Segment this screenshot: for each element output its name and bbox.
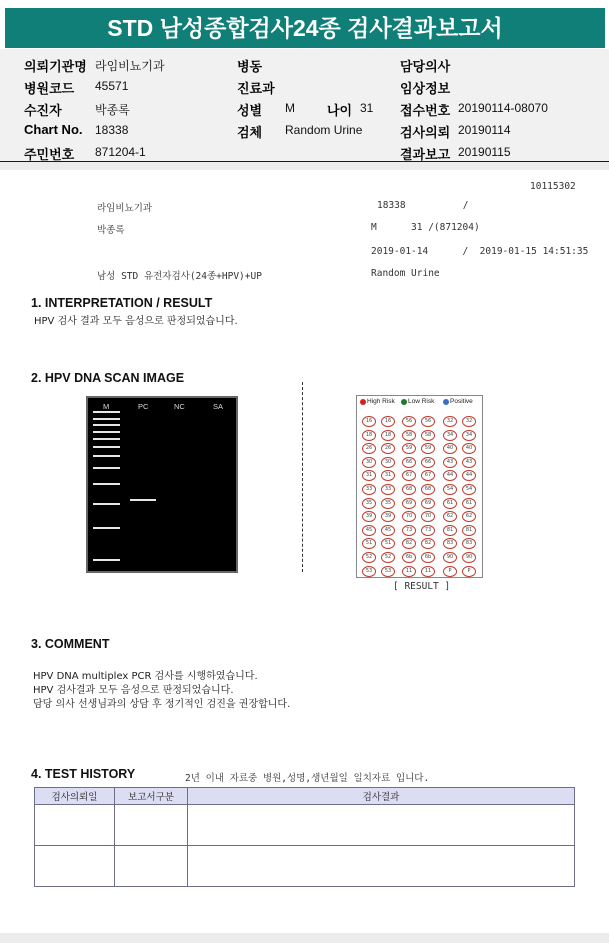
marker-band [93,431,120,433]
col-report-type: 보고서구분 [115,788,188,805]
genotype-cell: 34 [462,430,476,441]
genotype-cell: 53 [381,566,395,577]
label-patient: 수진자 [24,103,62,118]
gel-lane-label: SA [213,402,224,411]
genotype-cell: 56 [402,416,416,427]
genotype-cell: 54 [462,484,476,495]
report-test-name: 남성 STD 유전자검사(24종+HPV)+UP [97,271,262,282]
label-specimen: 검체 [237,125,263,140]
report-sex-age: M 31 /(871204) [371,222,480,233]
marker-band [93,527,120,529]
report-dates: 2019-01-14 / 2019-01-15 14:51:35 [371,246,589,257]
genotype-cell: 82 [421,538,435,549]
genotype-cell: 43 [443,457,457,468]
value-specimen: Random Urine [285,123,363,137]
comment-line: HPV DNA multiplex PCR 검사를 시행하였습니다. [33,671,258,682]
genotype-cell: 70 [402,511,416,522]
genotype-cell: 43 [462,457,476,468]
table-row [35,805,575,846]
value-hospital-code: 45571 [95,79,129,93]
genotype-cell: 26 [362,443,376,454]
genotype-cell: 54 [443,484,457,495]
history-note: 2년 이내 자료중 병원,성명,생년월일 일치자료 입니다. [185,773,430,784]
value-resident-no: 871204-1 [95,145,146,159]
section-scan-title: 2. HPV DNA SCAN IMAGE [31,371,185,385]
genotype-cell: 44 [462,470,476,481]
marker-band [93,503,120,505]
value-request-date: 20190114 [458,123,511,137]
separator-strip [0,162,609,170]
label-request-date: 검사의뢰 [400,125,451,140]
genotype-cell: 18 [381,430,395,441]
result-caption: [ RESULT ] [393,581,451,592]
genotype-cell: 70 [421,511,435,522]
genotype-cell: 83 [462,538,476,549]
genotype-cell: 40 [462,443,476,454]
genotype-cell: 90 [443,552,457,563]
genotype-cell: 81 [462,525,476,536]
genotype-cell: 56 [421,416,435,427]
genotype-cell: 31 [381,470,395,481]
marker-band [93,438,120,440]
footer-strip [0,933,609,943]
positive-dot-icon [443,399,449,405]
value-requesting-hospital: 라임비뇨기과 [95,59,165,73]
genotype-cell: 51 [362,538,376,549]
genotype-cell: 66 [402,457,416,468]
value-patient: 박종록 [95,103,130,117]
marker-band [93,418,120,420]
marker-band [93,446,120,448]
col-request-date: 검사의뢰일 [35,788,115,805]
genotype-cell: 73 [402,525,416,536]
legend-positive: Positive [443,398,473,405]
genotype-cell: 68 [402,484,416,495]
genotype-cell: 16 [362,416,376,427]
section-history-title: 4. TEST HISTORY [31,767,136,781]
divider-dashed-line [302,382,303,572]
genotype-cell: 18 [362,430,376,441]
genotype-cell: 39 [381,511,395,522]
label-doctor: 담당의사 [400,59,451,74]
genotype-cell: 90 [462,552,476,563]
report-patient: 박종록 [97,225,125,236]
genotype-cell: 11 [402,566,416,577]
genotype-cell: 58 [421,430,435,441]
genotype-cell: 59 [421,443,435,454]
genotype-cell: P [462,566,476,577]
genotype-cell: 66 [421,457,435,468]
genotype-cell: 62 [443,511,457,522]
genotype-cell: 45 [362,525,376,536]
value-receipt-no: 20190114-08070 [458,101,548,115]
genotype-cell: 52 [381,552,395,563]
marker-band [93,411,120,413]
legend-high-risk: High Risk [360,398,395,405]
genotype-cell: 51 [381,538,395,549]
gel-lane-label: M [103,402,110,411]
marker-band [93,455,120,457]
genotype-cell: 11 [421,566,435,577]
low-risk-dot-icon [401,399,407,405]
genotype-cell: 39 [362,511,376,522]
genotype-cell: 32 [443,416,457,427]
label-ward: 병동 [237,59,263,74]
marker-band [93,559,120,561]
genotype-cell: 62 [462,511,476,522]
genotype-cell: 69 [421,498,435,509]
genotype-cell: 59 [402,443,416,454]
comment-line: HPV 검사결과 모두 음성으로 판정되었습니다. [33,685,234,696]
genotype-cell: 44 [443,470,457,481]
value-report-date: 20190115 [458,145,511,159]
gel-lane-label: NC [174,402,185,411]
genotype-cell: 31 [362,470,376,481]
genotype-cell: 30 [362,457,376,468]
genotype-cell: 34 [443,430,457,441]
marker-band [93,467,120,469]
genotype-cell: 26 [381,443,395,454]
genotype-cell: 35 [362,498,376,509]
value-chart-no: 18338 [95,123,129,137]
label-hospital-code: 병원코드 [24,81,75,96]
label-clinical-info: 임상정보 [400,81,451,96]
genotype-cell: 52 [362,552,376,563]
genotype-cell: 45 [381,525,395,536]
genotype-cell: 58 [402,430,416,441]
genotype-cell: 16 [381,416,395,427]
positive-control-band [130,499,156,501]
report-title: STD 남성종합검사24종 검사결과보고서 [5,8,605,48]
table-header-row [35,788,575,805]
genotype-cell: 35 [381,498,395,509]
report-chart: 18338 / [377,200,469,211]
label-receipt-no: 접수번호 [400,103,451,118]
label-resident-no: 주민번호 [24,147,75,162]
genotype-cell: 61 [443,498,457,509]
genotype-cell: 6b [402,552,416,563]
hpv-genotype-grid [356,395,483,578]
report-specimen: Random Urine [371,268,440,279]
high-risk-dot-icon [360,399,366,405]
genotype-cell: 83 [443,538,457,549]
label-sex: 성별 [237,103,263,118]
genotype-cell: 33 [362,484,376,495]
genotype-cell: P [443,566,457,577]
patient-header [0,49,609,163]
section-comment-title: 3. COMMENT [31,637,110,651]
marker-band [93,483,120,485]
label-chart-no: Chart No. [24,122,83,137]
genotype-cell: 6b [421,552,435,563]
genotype-cell: 67 [421,470,435,481]
label-report-date: 결과보고 [400,147,451,162]
report-id: 10115302 [530,181,576,192]
report-hospital: 라임비뇨기과 [97,203,153,214]
marker-band [93,424,120,426]
genotype-cell: 82 [402,538,416,549]
genotype-cell: 53 [362,566,376,577]
interpretation-text: HPV 검사 결과 모두 음성으로 판정되었습니다. [34,316,238,327]
genotype-cell: 30 [381,457,395,468]
table-row [35,846,575,887]
genotype-cell: 68 [421,484,435,495]
section-interpretation-title: 1. INTERPRETATION / RESULT [31,296,213,310]
genotype-cell: 73 [421,525,435,536]
genotype-cell: 33 [381,484,395,495]
value-age: 31 [360,101,374,115]
label-department: 진료과 [237,81,275,96]
test-history-table [34,787,575,887]
value-sex: M [285,101,295,115]
comment-line: 담당 의사 선생님과의 상담 후 정기적인 검진을 권장합니다. [33,699,291,710]
label-age: 나이 [327,103,353,118]
gel-lane-label: PC [138,402,149,411]
genotype-cell: 32 [462,416,476,427]
gel-electrophoresis-image [86,396,238,573]
genotype-cell: 81 [443,525,457,536]
genotype-cell: 61 [462,498,476,509]
genotype-cell: 69 [402,498,416,509]
label-requesting-hospital: 의뢰기관명 [24,59,87,74]
legend-low-risk: Low Risk [401,398,434,405]
col-test-result: 검사결과 [188,788,575,805]
genotype-cell: 40 [443,443,457,454]
genotype-cell: 67 [402,470,416,481]
